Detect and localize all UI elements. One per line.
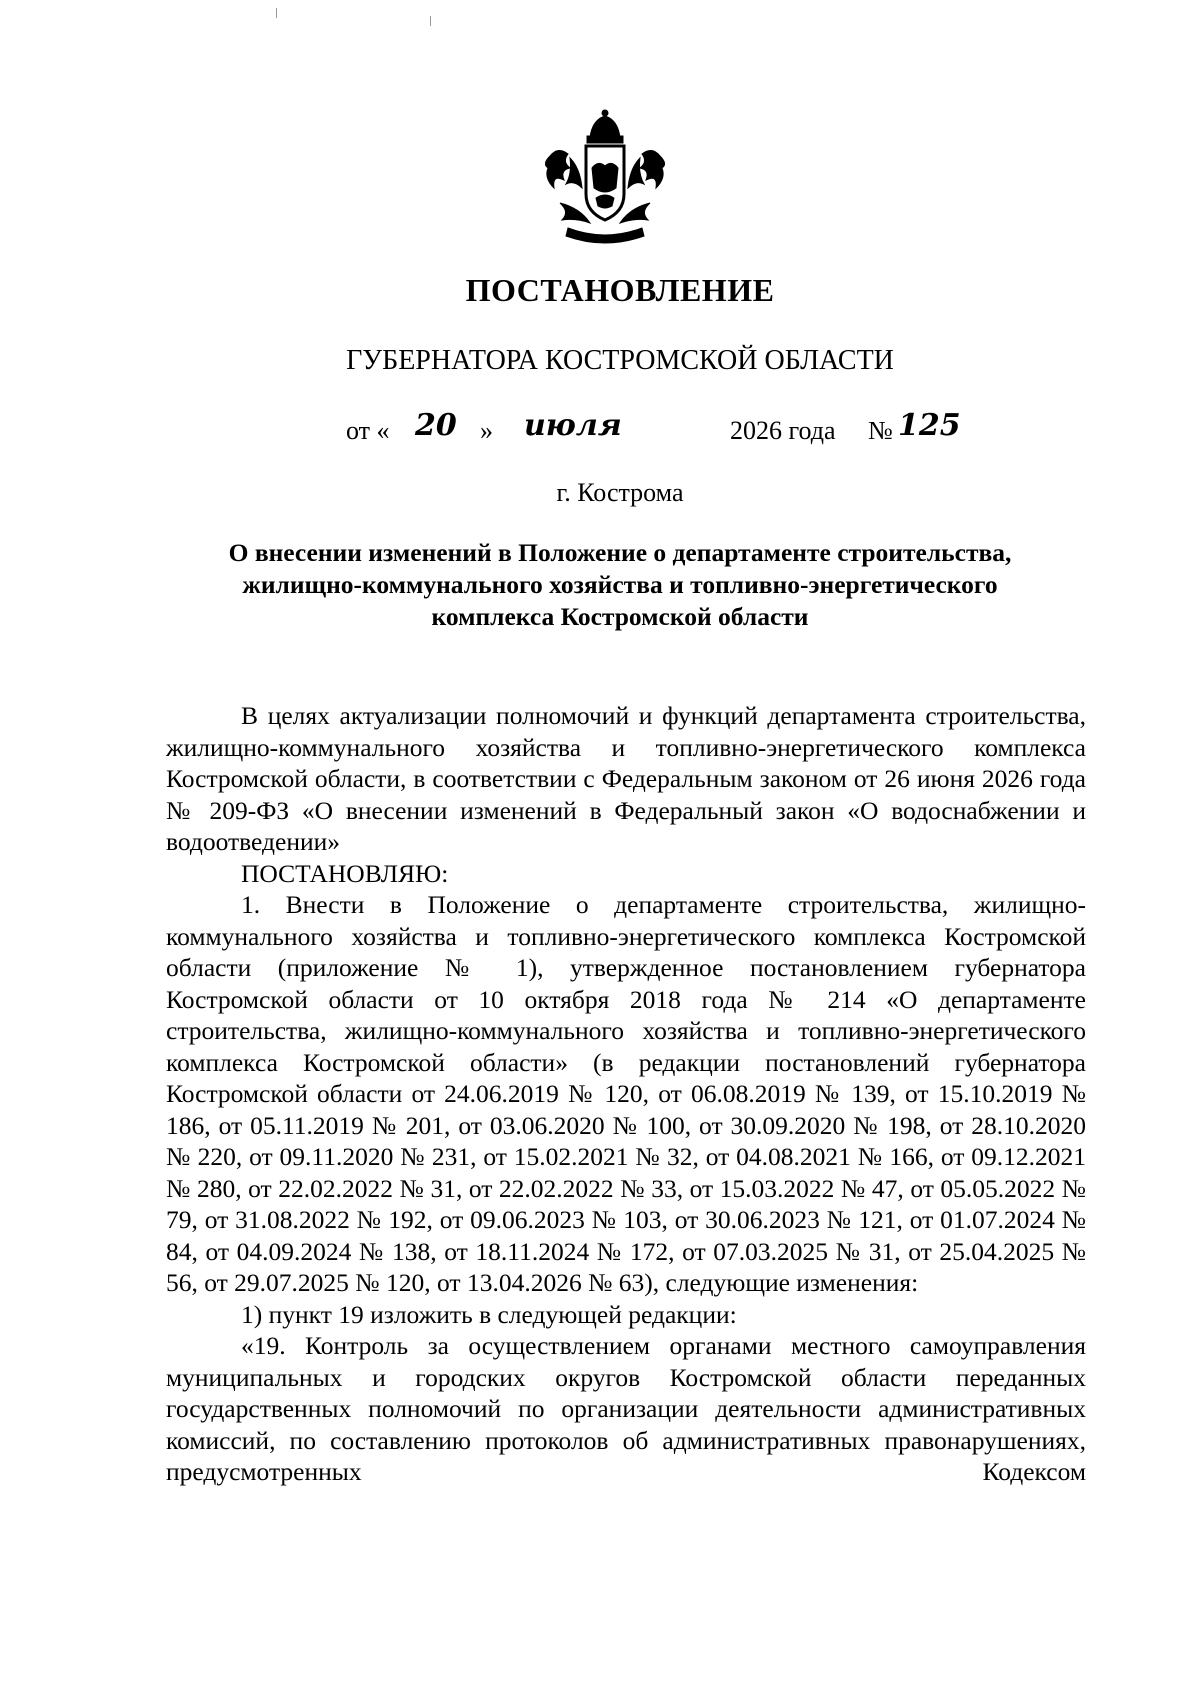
issuing-authority: ГУБЕРНАТОРА КОСТРОМСКОЙ ОБЛАСТИ — [346, 345, 894, 376]
city: г. Кострома — [556, 478, 684, 507]
document-body — [166, 700, 1086, 1488]
clause-1-paragraph: 1. Внести в Положение о департаменте строительства, жилищно-коммунального хозяйства и топливно-энергетического комплекса Костромской области (приложение № 1), утвержденное постановлением губернатора Костромской области от 10 октября 2018 года № 214 «О департаменте строительства, жилищно-коммунального хозяйства и топливно-энергетического комплекса Костромской области» (в редакции постановлений губернатора Костромской области от 24.06.2019 № 120, от 06.08.2019 № 139, от 15.10.2019 № 186, от 05.11.2019 № 201, от 03.06.2020 № 100, от 30.09.2020 № 198, от 28.10.2020 № 220, от 09.11.2020 № 231, от 15.02.2021 № 32, от 04.08.2021 № 166, от 09.12.2021 № 280, от 22.02.2022 № 31, от 22.02.2022 № 33, от 15.03.2022 № 47, от 05.05.2022 № 79, от 31.08.2022 № 192, от 09.06.2023 № 103, от 30.06.2023 № 121, от 01.07.2024 № 84, от 04.09.2024 № 138, от 18.11.2024 № 172, от 07.03.2025 № 31, от 25.04.2025 № 56, от 29.07.2025 № 120, от 13.04.2026 № 63), следующие изменения: — [166, 890, 1086, 1297]
document-title: ПОСТАНОВЛЕНИЕ — [465, 272, 775, 308]
date-mid: » — [480, 416, 493, 445]
subject-line: О внесении изменений в Положение о департаменте строительства, — [228, 538, 1012, 567]
coat-of-arms-emblem — [540, 108, 670, 248]
number-label: № — [868, 416, 893, 445]
subclause-1-paragraph: 1) пункт 19 изложить в следующей редакции: — [241, 1299, 737, 1329]
subject-line: комплекса Костромской области — [431, 602, 809, 631]
scan-mark — [276, 8, 277, 18]
scan-mark — [430, 16, 431, 26]
date-year: 2026 года — [730, 416, 836, 445]
date-number-line — [0, 408, 1200, 448]
decree-word: ПОСТАНОВЛЯЮ: — [241, 858, 449, 888]
preamble-paragraph: В целях актуализации полномочий и функций департамента строительства, жилищно-коммунального хозяйства и топливно-энергетического комплекса Костромской области, в соответствии с Федеральным законом от 26 июня 2026 года № 209-ФЗ «О внесении изменений в Федеральный закон «О водоснабжении и водоотведении» — [166, 701, 1086, 856]
date-prefix: от « — [346, 416, 390, 445]
date-month-handwritten: июля — [524, 408, 622, 443]
document-subject — [150, 537, 1090, 633]
subject-line: жилищно-коммунального хозяйства и топливно-энергетического — [242, 570, 998, 599]
document-number-handwritten: 125 — [898, 408, 961, 443]
item-19-paragraph: «19. Контроль за осуществлением органами местного самоуправления муниципальных и городских округов Костромской области переданных государственных полномочий по организации деятельности административных комиссий, по составлению протоколов об административных правонарушениях, предусмотренных Кодексом — [166, 1331, 1086, 1486]
date-day-handwritten: 20 — [415, 408, 457, 443]
